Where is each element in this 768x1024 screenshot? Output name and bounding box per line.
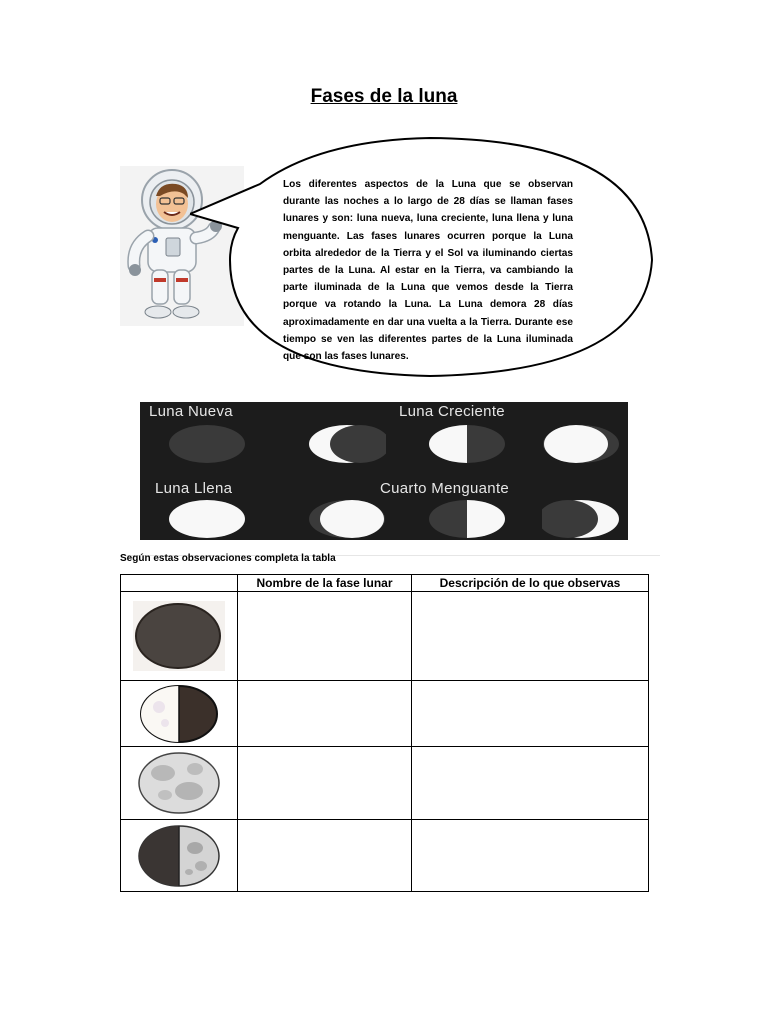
waxing-gibbous-moon-icon bbox=[542, 424, 620, 464]
table-header-row bbox=[121, 575, 649, 592]
waning-gibbous-moon-icon bbox=[308, 499, 386, 539]
table-row bbox=[121, 747, 649, 820]
full-moon-icon bbox=[168, 499, 246, 539]
phase-name-input[interactable] bbox=[238, 681, 412, 747]
table-row bbox=[121, 681, 649, 747]
new-moon-icon bbox=[133, 601, 225, 671]
label-luna-creciente: Luna Creciente bbox=[399, 403, 505, 420]
table-header-description: Descripción de lo que observas bbox=[412, 575, 649, 592]
label-cuarto-menguante: Cuarto Menguante bbox=[380, 480, 510, 497]
table-cell-image bbox=[121, 747, 238, 820]
phase-description-input[interactable] bbox=[412, 592, 649, 681]
table-row bbox=[121, 820, 649, 892]
table-cell-image bbox=[121, 820, 238, 892]
table-cell-image bbox=[121, 592, 238, 681]
label-luna-nueva: Luna Nueva bbox=[149, 403, 233, 420]
phase-name-input[interactable] bbox=[238, 747, 412, 820]
observation-table bbox=[120, 574, 649, 892]
crescent-moon-icon bbox=[308, 424, 386, 464]
new-moon-icon bbox=[168, 424, 246, 464]
phase-name-input[interactable] bbox=[238, 592, 412, 681]
first-quarter-moon-icon bbox=[133, 683, 225, 745]
first-quarter-moon-icon bbox=[428, 424, 506, 464]
moon-phases-panel bbox=[140, 402, 628, 540]
table-row bbox=[121, 592, 649, 681]
table-header-name: Nombre de la fase lunar bbox=[238, 575, 412, 592]
waning-crescent-moon-icon bbox=[542, 499, 620, 539]
phase-description-input[interactable] bbox=[412, 747, 649, 820]
phase-description-input[interactable] bbox=[412, 681, 649, 747]
page-title: Fases de la luna bbox=[310, 86, 458, 107]
table-header-image bbox=[121, 575, 238, 592]
bubble-text: Los diferentes aspectos de la Luna que se observan durante las noches a lo largo de 28 días se llaman fases lunares y son: luna nueva, luna creciente, luna llena y luna menguante. Las fases lunares ocurren porque la Luna orbita alrededor de la Tierra y el Sol va iluminando ciertas partes de la Luna. Al estar en la Tierra, va cambiando la parte iluminada de la Luna que vemos desde la Tierra porque va rotando la Luna. La Luna demora 28 días aproximadamente en dar una vuelta a la Tierra. Durante ese tiempo se ven las diferentes partes de la Luna iluminada que son las fases lunares. bbox=[283, 179, 573, 363]
last-quarter-moon-icon bbox=[428, 499, 506, 539]
label-luna-llena: Luna Llena bbox=[155, 480, 233, 497]
table-cell-image bbox=[121, 681, 238, 747]
phase-name-input[interactable] bbox=[238, 820, 412, 892]
instruction-text: Según estas observaciones completa la tabla bbox=[120, 553, 336, 564]
full-moon-icon bbox=[133, 749, 225, 817]
phase-description-input[interactable] bbox=[412, 820, 649, 892]
last-quarter-moon-icon bbox=[133, 822, 225, 890]
